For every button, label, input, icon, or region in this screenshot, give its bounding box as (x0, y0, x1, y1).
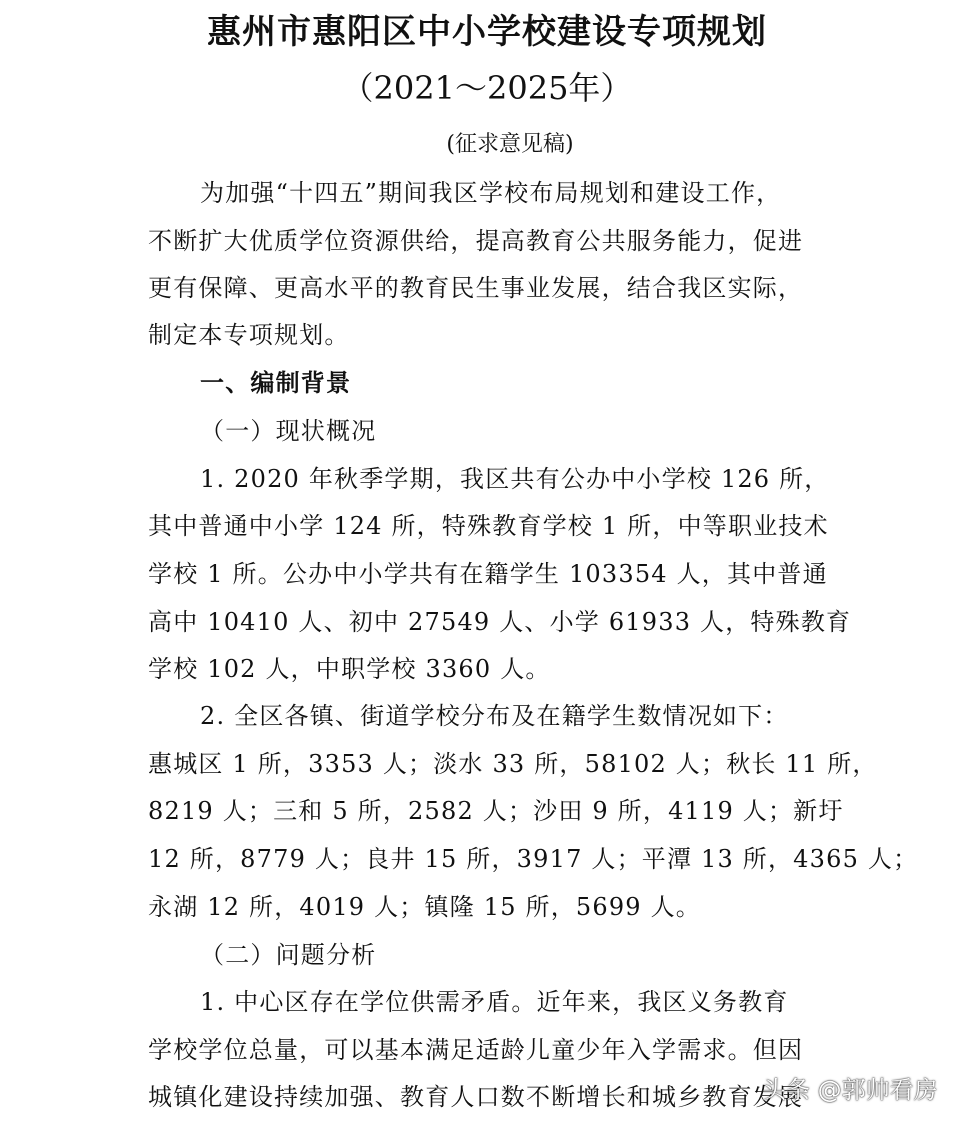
text-line: （一）现状概况 (200, 417, 377, 445)
draft-note: (征求意见稿) (446, 132, 574, 157)
document-subtitle: （2021～2025年） (341, 69, 633, 107)
text-line: 为加强“十四五”期间我区学校布局规划和建设工作， (200, 179, 782, 207)
text-line: 学校 1 所。公办中小学共有在籍学生 103354 人，其中普通 (148, 560, 828, 588)
section-heading: 一、编制背景 (200, 368, 352, 397)
text-line: 永湖 12 所，4019 人；镇隆 15 所，5699 人。 (148, 893, 702, 921)
text-line: 2. 全区各镇、街道学校分布及在籍学生数情况如下： (200, 702, 789, 730)
document-title: 惠州市惠阳区中小学校建设专项规划 (207, 12, 767, 52)
text-line: 高中 10410 人、初中 27549 人、小学 61933 人，特殊教育 (148, 608, 852, 636)
text-line: 学校 102 人，中职学校 3360 人。 (148, 655, 551, 683)
text-line: 12 所，8779 人；良井 15 所，3917 人；平潭 13 所，4365 人； (148, 845, 919, 873)
text-line: 更有保障、更高水平的教育民生事业发展，结合我区实际， (148, 274, 804, 302)
text-line: 8219 人；三和 5 所，2582 人；沙田 9 所，4119 人；新圩 (148, 797, 844, 825)
text-line: （二）问题分析 (200, 941, 377, 969)
text-line: 1. 2020 年秋季学期，我区共有公办中小学校 126 所， (200, 465, 830, 493)
text-line: 其中普通中小学 124 所，特殊教育学校 1 所，中等职业技术 (148, 512, 829, 540)
text-line: 不断扩大优质学位资源供给，提高教育公共服务能力，促进 (148, 227, 804, 255)
text-line: 1. 中心区存在学位供需矛盾。近年来，我区义务教育 (200, 988, 789, 1016)
text-line: 城镇化建设持续加强、教育人口数不断增长和城乡教育发展 (148, 1083, 804, 1111)
watermark: 头条 @郭帅看房 (762, 1076, 938, 1104)
text-line: 学校学位总量，可以基本满足适龄儿童少年入学需求。但因 (148, 1036, 804, 1064)
text-line: 制定本专项规划。 (148, 321, 350, 349)
text-line: 惠城区 1 所，3353 人；淡水 33 所，58102 人；秋长 11 所， (148, 750, 878, 778)
